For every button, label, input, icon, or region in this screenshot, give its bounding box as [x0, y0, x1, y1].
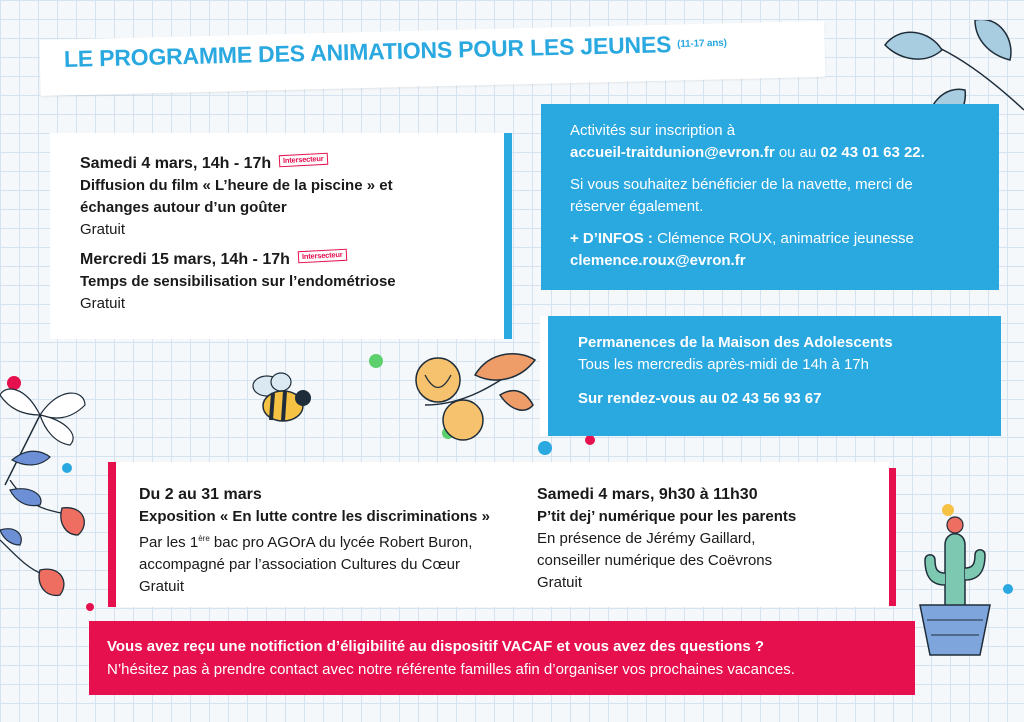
- event1-price: Gratuit: [80, 221, 126, 238]
- inscription-card: [541, 104, 999, 290]
- contact-email[interactable]: clemence.roux@evron.fr: [570, 252, 746, 269]
- infos-line: + D’INFOS : Clémence ROUX, animatrice jeunesse: [570, 230, 914, 247]
- numerique-line-2: conseiller numérique des Coëvrons: [537, 552, 773, 569]
- intersecteur-badge: Intersecteur: [298, 249, 347, 264]
- numerique-price: Gratuit: [537, 574, 583, 591]
- permanences-schedule: Tous les mercredis après-midi de 14h à 17h: [578, 356, 869, 373]
- flower-illustration: [405, 345, 540, 445]
- exposition-date: Du 2 au 31 mars: [139, 486, 262, 503]
- event2-title: Temps de sensibilisation sur l’endométriose: [80, 273, 396, 290]
- intersecteur-badge: Intersecteur: [279, 153, 328, 168]
- inscription-line: Activités sur inscription à: [570, 122, 736, 139]
- dot-icon: [369, 354, 383, 368]
- events-card-left: [50, 133, 504, 339]
- strawberry-illustration: [0, 480, 95, 630]
- inscription-phone[interactable]: 02 43 01 63 22.: [820, 144, 925, 161]
- numerique-title: P’tit dej’ numérique pour les parents: [537, 508, 797, 525]
- vacaf-card: [89, 621, 915, 695]
- exposition-title: Exposition « En lutte contre les discriminations »: [139, 508, 490, 525]
- numerique-date: Samedi 4 mars, 9h30 à 11h30: [537, 486, 758, 503]
- permanences-card: [548, 316, 1001, 436]
- exposition-price: Gratuit: [139, 578, 185, 595]
- permanences-phone[interactable]: 02 43 56 93 67: [721, 390, 822, 407]
- numerique-line-1: En présence de Jérémy Gaillard,: [537, 530, 756, 547]
- navette-line-2: réserver également.: [570, 198, 704, 215]
- vacaf-question: Vous avez reçu une notifiction d’éligibilité au dispositif VACAF et vous avez des questions ?: [107, 638, 765, 655]
- inscription-contact: accueil-traitdunion@evron.fr ou au 02 43 01 63 22.: [570, 144, 925, 161]
- event2-price: Gratuit: [80, 295, 126, 312]
- exposition-line-2: accompagné par l’association Cultures du Cœur: [139, 556, 460, 573]
- dot-icon: [585, 435, 595, 445]
- card-accent-bar: [889, 468, 896, 606]
- dot-icon: [538, 441, 552, 455]
- event1-title-1: Diffusion du film « L’heure de la piscine » et: [80, 177, 393, 194]
- daisy-illustration: [0, 375, 90, 490]
- card-accent-bar: [504, 133, 512, 339]
- age-range: (11-17 ans): [677, 37, 727, 51]
- event1-date: Samedi 4 mars, 14h - 17h Intersecteur: [80, 153, 396, 175]
- navette-line-1: Si vous souhaitez bénéficier de la navette, merci de: [570, 176, 913, 193]
- exposition-line-1: Par les 1ère bac pro AGOrA du lycée Robert Buron,: [139, 534, 473, 551]
- events-card-bottom: [116, 462, 889, 607]
- vacaf-contact: N’hésitez pas à prendre contact avec notre référente familles afin d’organiser vos prochaines vacances.: [107, 661, 795, 678]
- title-text: LE PROGRAMME DES ANIMATIONS POUR LES JEUNES: [63, 31, 672, 72]
- card-accent-bar: [108, 462, 116, 607]
- cactus-illustration: [905, 505, 1010, 665]
- permanences-rdv: Sur rendez-vous au 02 43 56 93 67: [578, 390, 822, 407]
- event1-title-2: échanges autour d’un goûter: [80, 199, 287, 216]
- permanences-title: Permanences de la Maison des Adolescents: [578, 334, 893, 351]
- event2-date: Mercredi 15 mars, 14h - 17h Intersecteur: [80, 249, 396, 271]
- inscription-email[interactable]: accueil-traitdunion@evron.fr: [570, 144, 775, 161]
- bee-illustration: [245, 368, 320, 430]
- card-accent-bar: [540, 316, 548, 436]
